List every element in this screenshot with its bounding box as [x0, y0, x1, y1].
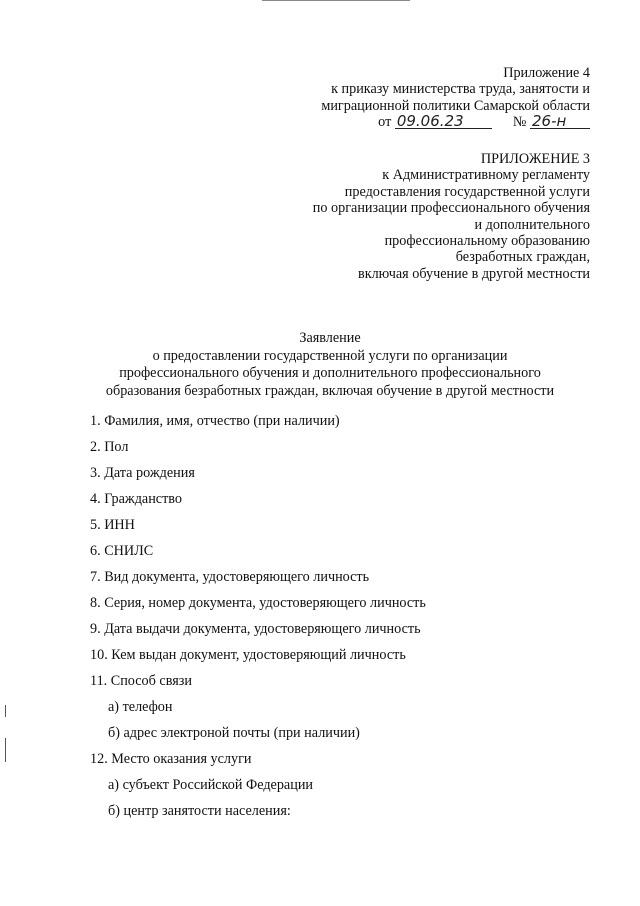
number-sign: № [512, 114, 527, 131]
field-citizenship: 4. Гражданство [90, 491, 182, 507]
top-scan-rule [262, 0, 410, 1]
field-id-document-number: 8. Серия, номер документа, удостоверяющего личность [90, 595, 426, 611]
annex-3-line: предоставления государственной услуги [344, 183, 590, 200]
annex-3-line: к Административному регламенту [382, 167, 590, 184]
statement-subtitle-line: о предоставлении государственной услуги по организации [152, 347, 508, 364]
scan-margin-mark [5, 705, 6, 717]
field-inn: 5. ИНН [90, 517, 135, 533]
handwritten-order-date: 09.06.23 [395, 114, 492, 129]
annex-4-order-line: к приказу министерства труда, занятости и [331, 81, 590, 98]
field-id-document-issue-date: 9. Дата выдачи документа, удостоверяющего личность [90, 621, 421, 637]
scan-margin-mark [5, 738, 6, 762]
order-date-number-line [321, 114, 590, 130]
field-contact-method: 11. Способ связи [90, 673, 192, 689]
field-id-document-type: 7. Вид документа, удостоверяющего личность [90, 569, 370, 585]
field-birth-date: 3. Дата рождения [90, 465, 195, 481]
field-employment-center: б) центр занятости населения: [108, 803, 291, 819]
annex-3-line: безработных граждан, [455, 249, 590, 266]
from-prefix: от [378, 114, 392, 131]
statement-title: Заявление [299, 330, 361, 346]
annex-3-line: профессиональному образованию [384, 233, 590, 250]
field-sex: 2. Пол [90, 439, 129, 455]
annex-4-ministry-line: миграционной политики Самарской области [321, 97, 590, 114]
field-contact-phone: а) телефон [108, 699, 173, 715]
handwritten-order-number: 26-н [530, 114, 590, 129]
field-full-name: 1. Фамилия, имя, отчество (при наличии) [90, 413, 340, 429]
field-id-document-issuer: 10. Кем выдан документ, удостоверяющий личность [90, 647, 406, 663]
field-contact-email: б) адрес электроной почты (при наличии) [108, 725, 360, 741]
annex-3-line: и дополнительного [474, 216, 590, 233]
annex-4-header [321, 65, 590, 131]
annex-3-line: включая обучение в другой местности [358, 265, 590, 282]
annex-3-line: по организации профессионального обучения [312, 200, 590, 217]
annex-4-title: Приложение 4 [503, 65, 590, 81]
statement-subtitle-line: профессионального обучения и дополнительного профессионального [119, 365, 541, 381]
field-snils: 6. СНИЛС [90, 543, 154, 559]
field-service-place: 12. Место оказания услуги [90, 751, 252, 767]
statement-subtitle-line: образования безработных граждан, включая обучение в другой местности [105, 382, 555, 399]
statement-heading [60, 330, 600, 400]
field-federal-subject: а) субъект Российской Федерации [108, 777, 314, 793]
annex-3-header [313, 151, 590, 282]
annex-3-line: ПРИЛОЖЕНИЕ 3 [480, 151, 590, 167]
